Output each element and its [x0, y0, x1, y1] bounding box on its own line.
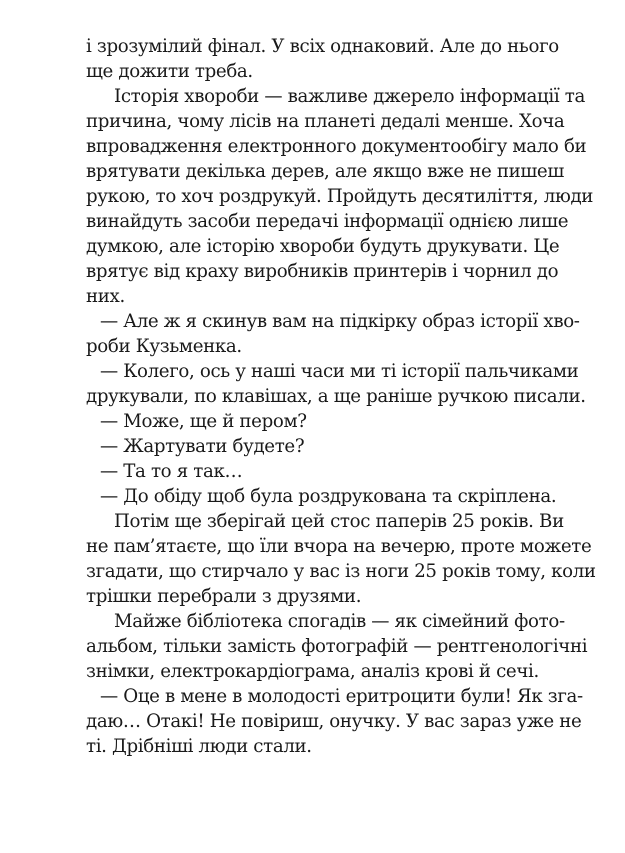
text-line: і зрозумілий фінал. У всіх однаковий. Але до нього	[86, 36, 559, 57]
text-line: них.	[86, 286, 125, 307]
text-line: друкували, по клавішах, а ще раніше ручкою писали.	[86, 386, 586, 407]
text-line: знімки, електрокардіограма, аналіз крові й сечі.	[86, 661, 539, 682]
dialogue-line: — До обіду щоб була роздрукована та скріплена.	[100, 486, 557, 507]
dialogue-line: — Оце в мене в молодості еритроцити були! Як зга-	[100, 686, 583, 707]
text-line: альбом, тільки замість фотографій — рентгенологічні	[86, 636, 588, 657]
text-line: трішки перебрали з друзями.	[86, 586, 362, 607]
paragraph-start-line: Майже бібліотека спогадів — як сімейний фото-	[114, 611, 565, 632]
text-line: згадати, що стирчало у вас із ноги 25 років тому, коли	[86, 561, 596, 582]
dialogue-line: — Жартувати будете?	[100, 436, 305, 457]
paragraph-start-line: Історія хвороби — важливе джерело інформації та	[114, 86, 585, 107]
text-line: винайдуть засоби передачі інформації однією лише	[86, 211, 569, 232]
text-line: врятувати декілька дерев, але якщо вже не пишеш	[86, 161, 564, 182]
text-line: ті. Дрібніші люди стали.	[86, 736, 312, 757]
dialogue-line: — Колего, ось у наші часи ми ті історії пальчиками	[100, 361, 579, 382]
text-line: не пам’ятаєте, що їли вчора на вечерю, проте можете	[86, 536, 592, 557]
text-line: впровадження електронного документообігу мало би	[86, 136, 587, 157]
text-line: рукою, то хоч роздрукуй. Пройдуть десятиліття, люди	[86, 186, 594, 207]
text-line: врятує від краху виробників принтерів і чорнил до	[86, 261, 559, 282]
text-line: ще дожити треба.	[86, 61, 253, 82]
text-line: роби Кузьменка.	[86, 336, 242, 357]
dialogue-line: — Може, ще й пером?	[100, 411, 307, 432]
text-line: даю… Отакі! Не повіриш, онучку. У вас зараз уже не	[86, 711, 582, 732]
dialogue-line: — Та то я так…	[100, 461, 243, 482]
dialogue-line: — Але ж я скинув вам на підкірку образ історії хво-	[100, 311, 580, 332]
text-line: причина, чому лісів на планеті дедалі менше. Хоча	[86, 111, 565, 132]
paragraph-start-line: Потім ще зберігай цей стос паперів 25 років. Ви	[114, 511, 564, 532]
text-line: думкою, але історію хвороби будуть друкувати. Це	[86, 236, 560, 257]
